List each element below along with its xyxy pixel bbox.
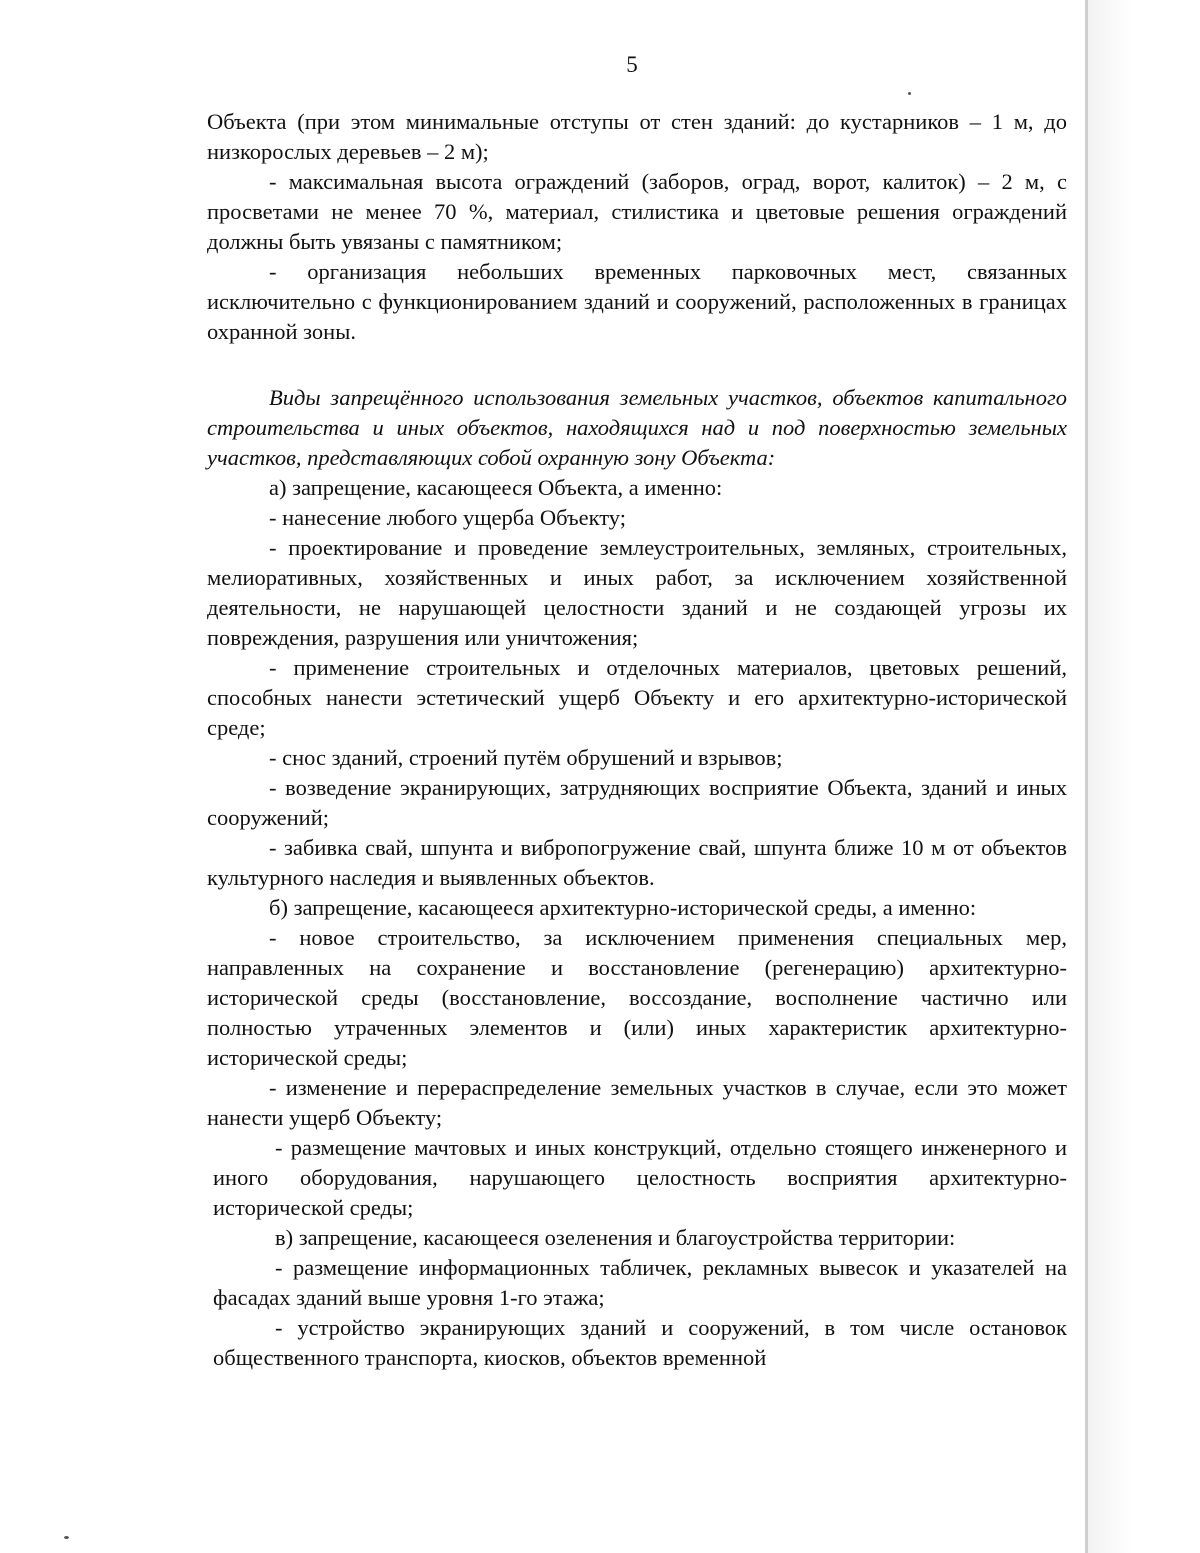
- paragraph: - изменение и перераспределение земельных участков в случае, если это может нанести ущерб Объекту;: [207, 1075, 1067, 1130]
- paragraph: - нанесение любого ущерба Объекту;: [269, 505, 626, 530]
- scan-speck: [64, 1536, 69, 1539]
- scan-speck: [908, 92, 911, 95]
- paragraph: в) запрещение, касающееся озеленения и благоустройства территории:: [275, 1225, 956, 1250]
- document-body: [207, 107, 1067, 1373]
- paragraph: - устройство экранирующих зданий и сооружений, в том числе остановок общественного транспорта, киосков, объектов временной: [213, 1315, 1067, 1370]
- paragraph: - применение строительных и отделочных материалов, цветовых решений, способных нанести эстетический ущерб Объекту и его архитектурно-исторической среде;: [207, 655, 1067, 740]
- section-heading: Виды запрещённого использования земельных участков, объектов капитального строительства и иных объектов, находящихся над и под поверхностью земельных участков, представляющих собой охранную зону Объекта:: [207, 385, 1067, 470]
- paragraph: - максимальная высота ограждений (заборов, оград, ворот, калиток) – 2 м, с просветами не менее 70 %, материал, стилистика и цветовые решения ограждений должны быть увязаны с памятником;: [207, 169, 1067, 254]
- paragraph: - возведение экранирующих, затрудняющих восприятие Объекта, зданий и иных сооружений;: [207, 775, 1067, 830]
- page-edge-shadow: [1085, 0, 1200, 1553]
- page-number: 5: [626, 52, 638, 77]
- paragraph: - организация небольших временных парковочных мест, связанных исключительно с функционированием зданий и сооружений, расположенных в границах охранной зоны.: [207, 259, 1067, 344]
- paragraph: а) запрещение, касающееся Объекта, а именно:: [269, 475, 723, 500]
- paragraph: - проектирование и проведение землеустроительных, земляных, строительных, мелиоративных, хозяйственных и иных работ, за исключением хозяйственной деятельности, не нарушающей целостности зданий и не создающей угрозы их повреждения, разрушения или уничтожения;: [207, 535, 1067, 650]
- paragraph: Объекта (при этом минимальные отступы от стен зданий: до кустарников – 1 м, до низкорослых деревьев – 2 м);: [207, 109, 1067, 164]
- paragraph: - размещение информационных табличек, рекламных вывесок и указателей на фасадах зданий выше уровня 1-го этажа;: [213, 1255, 1067, 1310]
- paragraph: б) запрещение, касающееся архитектурно-исторической среды, а именно:: [269, 895, 977, 920]
- paragraph: - снос зданий, строений путём обрушений и взрывов;: [269, 745, 783, 770]
- paragraph: - новое строительство, за исключением применения специальных мер, направленных на сохранение и восстановление (регенерацию) архитектурно-исторической среды (восстановление, воссоздание, восполнение частично или полностью утраченных элементов и (или) иных характеристик архитектурно-исторической среды;: [207, 925, 1067, 1070]
- paragraph: - размещение мачтовых и иных конструкций, отдельно стоящего инженерного и иного оборудования, нарушающего целостность восприятия архитектурно-исторической среды;: [213, 1135, 1067, 1220]
- paragraph: - забивка свай, шпунта и вибропогружение свай, шпунта ближе 10 м от объектов культурного наследия и выявленных объектов.: [207, 835, 1067, 890]
